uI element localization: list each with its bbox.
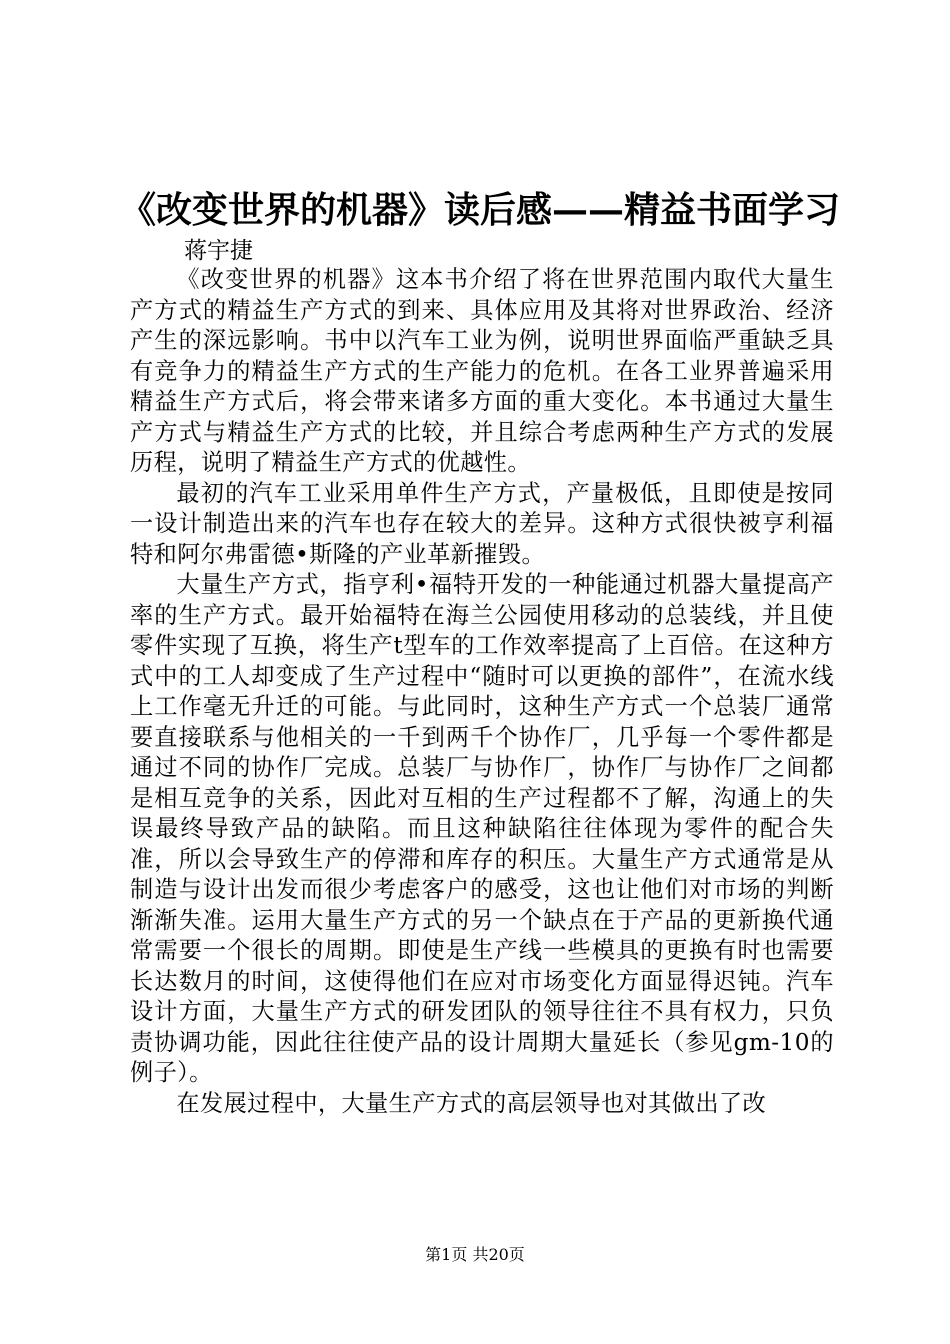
paragraph: 最初的汽车工业采用单件生产方式，产量极低，且即使是按同一设计制造出来的汽车也存在较大的差异。这种方式很快被亨利福特和阿尔弗雷德•斯隆的产业革新摧毁。 xyxy=(130,479,834,568)
page-number-footer: 第1页 共20页 xyxy=(425,1245,525,1264)
paragraph: 在发展过程中，大量生产方式的高层领导也对其做出了改 xyxy=(176,1089,767,1117)
document-title: 《改变世界的机器》读后感——精益书面学习 xyxy=(119,189,840,231)
author-name: 蒋宇捷 xyxy=(184,238,253,264)
document-body xyxy=(130,265,834,1119)
paragraph: 大量生产方式，指亨利•福特开发的一种能通过机器大量提高产率的生产方式。最开始福特在海兰公园使用移动的总装线，并且使零件实现了互换，将生产t型车的工作效率提高了上百倍。在这种方式中的工人却变成了生产过程中“随时可以更换的部件”，在流水线上工作毫无升迁的可能。与此同时，这种生产方式一个总装厂通常要直接联系与他相关的一千到两千个协作厂，几乎每一个零件都是通过不同的协作厂完成。总装厂与协作厂，协作厂与协作厂之间都是相互竞争的关系，因此对互相的生产过程都不了解，沟通上的失误最终导致产品的缺陷。而且这种缺陷往往体现为零件的配合失准，所以会导致生产的停滞和库存的积压。大量生产方式通常是从制造与设计出发而很少考虑客户的感受，这也让他们对市场的判断渐渐失准。运用大量生产方式的另一个缺点在于产品的更新换代通常需要一个很长的周期。即使是生产线一些模具的更换有时也需要长达数月的时间，这使得他们在应对市场变化方面显得迟钝。汽车设计方面，大量生产方式的研发团队的领导往往不具有权力，只负责协调功能，因此往往使产品的设计周期大量延长（参见gm-10的例子）。 xyxy=(130,571,834,1086)
paragraph: 《改变世界的机器》这本书介绍了将在世界范围内取代大量生产方式的精益生产方式的到来、具体应用及其将对世界政治、经济产生的深远影响。书中以汽车工业为例，说明世界面临严重缺乏具有竞争力的精益生产方式的生产能力的危机。在各工业界普遍采用精益生产方式后，将会带来诸多方面的重大变化。本书通过大量生产方式与精益生产方式的比较，并且综合考虑两种生产方式的发展历程，说明了精益生产方式的优越性。 xyxy=(130,266,834,476)
